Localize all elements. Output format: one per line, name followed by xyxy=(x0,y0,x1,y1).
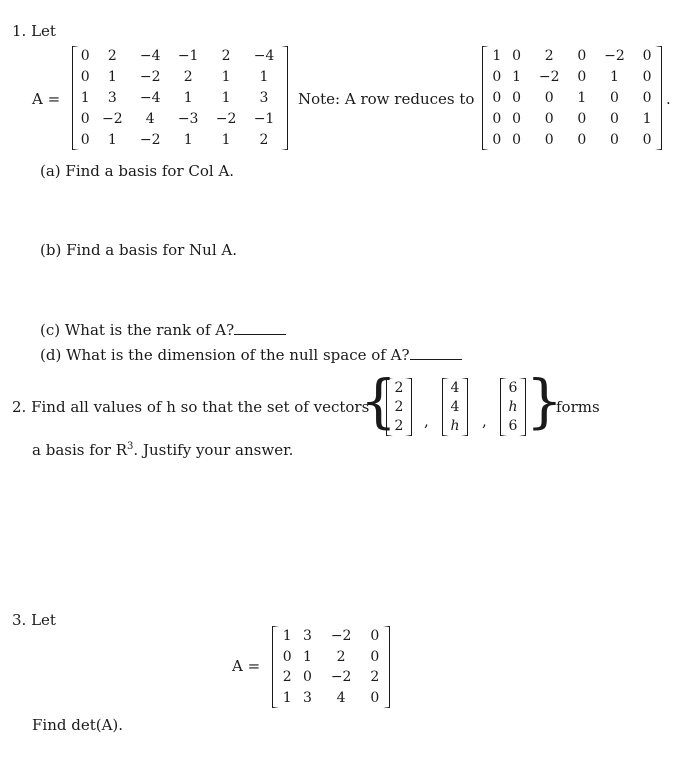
vector-entry: 6 xyxy=(508,418,518,435)
matrix-entry: 0 xyxy=(642,69,652,86)
matrix-entry: 0 xyxy=(512,110,522,127)
matrix-row xyxy=(77,46,283,67)
basis-text: a basis for R xyxy=(32,441,128,459)
vector-entry: 2 xyxy=(394,418,404,435)
matrix-entry: −4 xyxy=(253,48,275,65)
matrix-R xyxy=(482,46,662,150)
dimension-superscript: 3 xyxy=(127,441,134,452)
vector-row xyxy=(391,378,407,397)
matrix-row xyxy=(277,667,385,688)
answer-blank-1d[interactable] xyxy=(410,359,462,360)
question-1a: (a) Find a basis for Col A. xyxy=(40,162,235,180)
matrix-entry: 1 xyxy=(221,69,231,86)
problem-1-heading xyxy=(12,22,56,40)
matrix-entry: 3 xyxy=(303,689,312,706)
problem-3-task: Find det(A). xyxy=(32,716,124,734)
vector-row xyxy=(391,397,407,416)
matrix-entry: 0 xyxy=(80,48,90,65)
justify-text: . Justify your answer. xyxy=(133,441,294,459)
matrix-row xyxy=(487,108,657,129)
matrix-entry: −2 xyxy=(215,110,237,127)
matrix-entry: 1 xyxy=(577,89,587,106)
matrix-entry: 0 xyxy=(303,669,312,686)
problem-2-line2 xyxy=(32,441,293,459)
row-reduce-note: Note: A row reduces to xyxy=(298,90,475,108)
matrix-entry: 3 xyxy=(259,89,269,106)
vector-entry: 6 xyxy=(508,379,518,396)
matrix-entry: −2 xyxy=(604,48,625,65)
vector-row xyxy=(447,397,463,416)
problem-lead: Let xyxy=(31,611,56,629)
matrix-entry: −2 xyxy=(139,69,161,86)
matrix-entry: 1 xyxy=(259,69,269,86)
matrix-entry: 0 xyxy=(577,110,587,127)
matrix-entry: 0 xyxy=(577,48,587,65)
problem-3-heading xyxy=(12,611,56,629)
matrix-entry: 0 xyxy=(642,89,652,106)
matrix-entry: 1 xyxy=(107,69,117,86)
forms-word: forms xyxy=(556,398,600,416)
vector-entry: 2 xyxy=(394,379,404,396)
vector-row xyxy=(505,417,521,436)
matrix-entry: 2 xyxy=(221,48,231,65)
matrix-entry: −2 xyxy=(538,69,560,86)
matrix-entry: 1 xyxy=(221,89,231,106)
vector-row xyxy=(505,378,521,397)
matrix-entry: 1 xyxy=(80,89,90,106)
matrix-row xyxy=(77,129,283,150)
matrix-entry: −1 xyxy=(253,110,275,127)
matrix-entry: 0 xyxy=(512,89,522,106)
matrix-entry: 0 xyxy=(512,131,522,148)
matrix-entry: 4 xyxy=(336,689,346,706)
vector-row xyxy=(505,397,521,416)
matrix-entry: 0 xyxy=(544,110,554,127)
question-1d xyxy=(40,346,462,364)
vector-entry: 2 xyxy=(394,398,404,415)
vector-entry: 4 xyxy=(450,398,460,415)
matrix-entry: 1 xyxy=(183,131,193,148)
matrix-entry: 0 xyxy=(642,131,652,148)
matrix-entry: 2 xyxy=(259,131,269,148)
matrix-entry: 2 xyxy=(282,669,292,686)
matrix-entry: −1 xyxy=(177,48,199,65)
matrix-entry: 1 xyxy=(221,131,231,148)
matrix-entry: 0 xyxy=(370,689,380,706)
matrix-entry: 0 xyxy=(492,69,502,86)
matrix-entry: 0 xyxy=(610,89,619,106)
matrix-entry: 0 xyxy=(577,131,587,148)
matrix-row xyxy=(487,88,657,109)
matrix-entry: 1 xyxy=(492,48,502,65)
matrix-entry: 0 xyxy=(492,110,502,127)
matrix-entry: 0 xyxy=(370,648,380,665)
matrix-A3 xyxy=(272,626,390,708)
matrix-R-period: . xyxy=(666,90,671,108)
vector-entry: h xyxy=(508,398,518,415)
question-1d-text: (d) What is the dimension of the null space of A? xyxy=(40,346,410,364)
matrix-entry: 3 xyxy=(107,89,117,106)
matrix-entry: 0 xyxy=(512,48,522,65)
matrix-A xyxy=(72,46,288,150)
matrix-entry: 1 xyxy=(282,628,292,645)
matrix-entry: 4 xyxy=(145,110,155,127)
vector-row xyxy=(447,417,463,436)
matrix-entry: 0 xyxy=(610,131,619,148)
question-1c-text: (c) What is the rank of A? xyxy=(40,321,235,339)
matrix-A-label: A = xyxy=(32,90,61,108)
problem-2-text: 2. Find all values of h so that the set of vectors xyxy=(12,398,370,416)
matrix-row xyxy=(277,626,385,647)
matrix-entry: −2 xyxy=(102,110,123,127)
question-1b: (b) Find a basis for Nul A. xyxy=(40,241,237,259)
matrix-row xyxy=(77,108,283,129)
vector-entry: 4 xyxy=(450,379,460,396)
comma-1: , xyxy=(424,412,429,430)
matrix-row xyxy=(487,46,657,67)
matrix-entry: 0 xyxy=(577,69,587,86)
problem-number: 1. xyxy=(12,22,27,40)
matrix-entry: 1 xyxy=(512,69,522,86)
vector-entry: h xyxy=(450,418,460,435)
vector-3 xyxy=(500,378,526,436)
matrix-entry: 0 xyxy=(610,110,619,127)
vector-1 xyxy=(386,378,412,436)
matrix-entry: 0 xyxy=(492,131,502,148)
matrix-entry: 2 xyxy=(183,69,193,86)
matrix-entry: 0 xyxy=(80,131,90,148)
matrix-entry: −2 xyxy=(330,669,352,686)
matrix-row xyxy=(77,88,283,109)
matrix-entry: 1 xyxy=(282,689,292,706)
vector-2 xyxy=(442,378,468,436)
matrix-entry: 1 xyxy=(107,131,117,148)
vector-row xyxy=(447,378,463,397)
matrix-entry: 0 xyxy=(544,131,554,148)
comma-2: , xyxy=(482,412,487,430)
problem-number: 3. xyxy=(12,611,27,629)
matrix-entry: 0 xyxy=(80,110,90,127)
matrix-entry: 0 xyxy=(492,89,502,106)
matrix-entry: 2 xyxy=(544,48,554,65)
matrix-row xyxy=(487,67,657,88)
matrix-entry: 0 xyxy=(544,89,554,106)
matrix-row xyxy=(77,67,283,88)
matrix-entry: 3 xyxy=(303,628,312,645)
matrix-entry: 0 xyxy=(370,628,380,645)
matrix-entry: 1 xyxy=(642,110,652,127)
matrix-entry: 0 xyxy=(80,69,90,86)
matrix-row xyxy=(487,129,657,150)
matrix-row xyxy=(277,688,385,709)
matrix-entry: 1 xyxy=(183,89,193,106)
vector-row xyxy=(391,417,407,436)
matrix-entry: 1 xyxy=(610,69,619,86)
matrix-entry: 0 xyxy=(282,648,292,665)
problem-lead: Let xyxy=(31,22,56,40)
left-brace: { xyxy=(360,367,397,435)
matrix-entry: −2 xyxy=(330,628,352,645)
right-brace: } xyxy=(526,367,563,435)
matrix-entry: 2 xyxy=(107,48,117,65)
matrix-row xyxy=(277,647,385,668)
matrix-entry: 0 xyxy=(642,48,652,65)
matrix-A3-label: A = xyxy=(232,657,261,675)
matrix-entry: 2 xyxy=(336,648,346,665)
matrix-entry: 2 xyxy=(370,669,380,686)
matrix-entry: −3 xyxy=(177,110,199,127)
matrix-entry: 1 xyxy=(303,648,312,665)
question-1c xyxy=(40,321,286,339)
answer-blank-1c[interactable] xyxy=(234,334,286,335)
matrix-entry: −2 xyxy=(139,131,161,148)
matrix-entry: −4 xyxy=(139,48,161,65)
matrix-entry: −4 xyxy=(139,89,161,106)
